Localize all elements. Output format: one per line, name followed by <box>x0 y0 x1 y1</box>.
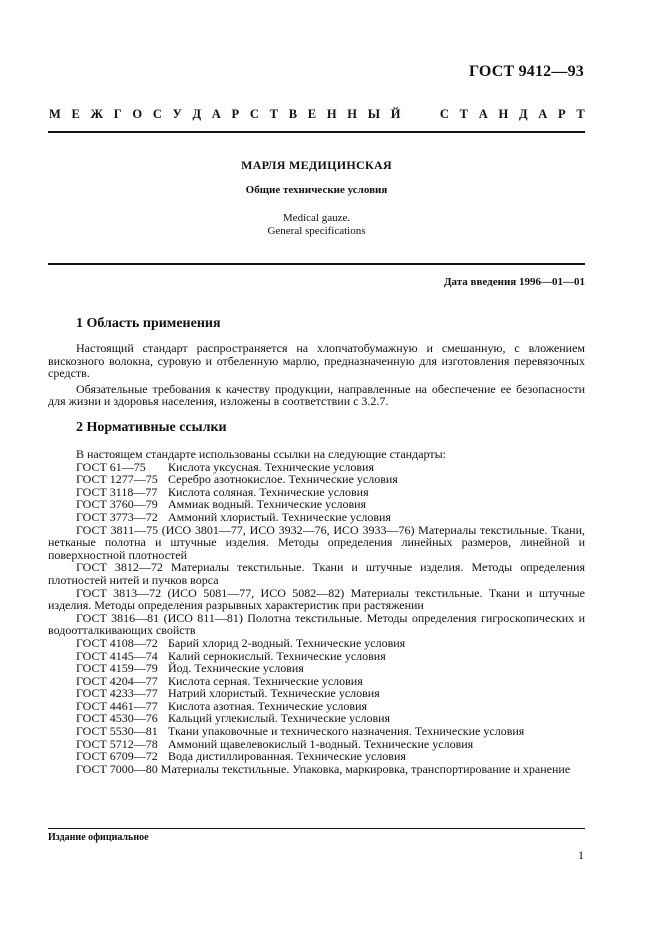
official-edition-note: Издание официальное <box>48 832 149 843</box>
reference-code: ГОСТ 61—75 <box>76 459 146 474</box>
banner-letter: У <box>172 107 182 121</box>
reference-title: Калий сернокислый. Технические условия <box>168 648 386 663</box>
document-subtitle: Общие технические условия <box>245 184 388 196</box>
banner-letter: С <box>439 107 449 121</box>
footer-rule <box>48 828 585 829</box>
banner-letter: Д <box>192 107 202 121</box>
reference-code: ГОСТ 3118—77 <box>76 484 158 499</box>
reference-item: ГОСТ 3816—81 (ИСО 811—81) Полотна текстильные. Методы определения гигроскопических и водоотталкивающих свойств <box>48 610 585 638</box>
reference-title: Кислота уксусная. Технические условия <box>168 459 374 474</box>
paragraph: В настоящем стандарте использованы ссылки на следующие стандарты: <box>76 447 447 461</box>
english-title <box>48 212 585 238</box>
banner-letter: Н <box>326 107 337 121</box>
banner-letter: В <box>288 107 298 121</box>
banner-letter: М <box>49 107 61 121</box>
reference-code: ГОСТ 4461—77 <box>76 698 158 713</box>
reference-title: Натрий хлористый. Технические условия <box>168 686 380 701</box>
banner-letter: А <box>478 107 488 121</box>
reference-title: Кальций углекислый. Технические условия <box>168 711 391 726</box>
reference-code: ГОСТ 3760—79 <box>76 497 158 512</box>
banner-letter: Ы <box>367 107 381 121</box>
reference-title: Вода дистиллированная. Технические условия <box>168 749 406 764</box>
banner-letter: Н <box>347 107 358 121</box>
title-rule <box>48 263 585 265</box>
banner-letter: Г <box>113 107 122 121</box>
page-number: 1 <box>578 848 584 862</box>
banner-letter: А <box>211 107 221 121</box>
document-title: МАРЛЯ МЕДИЦИНСКАЯ <box>241 158 392 172</box>
banner-letter: С <box>249 107 259 121</box>
reference-code: ГОСТ 3773—72 <box>76 509 158 524</box>
reference-code: ГОСТ 5530—81 <box>76 724 158 739</box>
reference-code: ГОСТ 6709—72 <box>76 749 158 764</box>
banner-letter: Д <box>518 107 528 121</box>
reference-title: Аммоний хлористый. Технические условия <box>168 509 391 524</box>
reference-code: ГОСТ 4204—77 <box>76 673 158 688</box>
reference-title: Кислота соляная. Технические условия <box>168 484 369 499</box>
paragraph: Обязательные требования к качеству продукции, направленные на обеспечение ее безопасности для жизни и здоровья населения, изложены в соответствии с 3.2.7. <box>48 381 585 409</box>
banner-letter: Т <box>459 107 469 121</box>
reference-code: ГОСТ 4530—76 <box>76 711 158 726</box>
section-heading-scope: 1 Область применения <box>76 316 221 331</box>
reference-title: Аммиак водный. Технические условия <box>168 497 367 512</box>
reference-item: ГОСТ 3812—72 Материалы текстильные. Ткани и штучные изделия. Методы определения плотностей нитей и пучков ворса <box>48 560 585 587</box>
banner-letter: Р <box>231 107 240 121</box>
reference-title: Серебро азотнокислое. Технические условия <box>168 472 398 487</box>
paragraph: Настоящий стандарт распространяется на хлопчатобумажную и смешанную, с вложением вискозного волокна, суровую и отбеленную марлю, предназначенную для изготовления перевязочных средств. <box>48 341 585 381</box>
banner-letter: С <box>152 107 162 121</box>
reference-item: ГОСТ 7000—80 Материалы текстильные. Упаковка, маркировка, транспортирование и хранение <box>76 761 571 776</box>
reference-code: ГОСТ 4159—79 <box>76 661 158 676</box>
reference-code: ГОСТ 4233—77 <box>76 686 158 701</box>
reference-title: Йод. Технические условия <box>168 661 304 676</box>
reference-title: Аммоний щавелевокислый 1-водный. Технические условия <box>168 736 474 751</box>
banner-letter: А <box>538 107 548 121</box>
english-title-line: General specifications <box>267 225 366 237</box>
section-scope-body <box>48 342 585 408</box>
reference-code: ГОСТ 5712—78 <box>76 736 158 751</box>
reference-code: ГОСТ 4145—74 <box>76 648 158 663</box>
banner-letter: Е <box>71 107 80 121</box>
effective-date: Дата введения 1996—01—01 <box>443 276 585 288</box>
banner-letter: Н <box>498 107 509 121</box>
reference-item <box>48 750 585 763</box>
reference-title: Кислота азотная. Технические условия <box>168 698 368 713</box>
section-heading-references: 2 Нормативные ссылки <box>76 420 227 435</box>
header-rule <box>48 131 585 133</box>
banner-letter: Й <box>390 107 401 121</box>
reference-title: Барий хлорид 2-водный. Технические условия <box>168 635 406 650</box>
banner-letter: Е <box>307 107 317 121</box>
banner-letter: Т <box>576 107 585 121</box>
standard-type-banner <box>49 107 585 122</box>
reference-title: Кислота серная. Технические условия <box>168 673 363 688</box>
document-code: ГОСТ 9412—93 <box>468 63 584 80</box>
banner-letter: Ж <box>90 107 103 121</box>
reference-code: ГОСТ 4108—72 <box>76 635 158 650</box>
reference-code: ГОСТ 1277—75 <box>76 472 158 487</box>
english-title-line: Medical gauze. <box>282 212 351 224</box>
banner-letter: Т <box>269 107 278 121</box>
reference-title: Ткани упаковочные и технического назначения. Технические условия <box>168 724 525 739</box>
reference-item <box>48 511 585 524</box>
banner-letter: О <box>132 107 143 121</box>
reference-item: ГОСТ 3811—75 (ИСО 3801—77, ИСО 3932—76, ИСО 3933—76) Материалы текстильные. Ткани, нетканые полотна и штучные изделия. Методы определения линейных размеров, линейной и поверхностной плотностей <box>48 522 585 562</box>
banner-letter: Р <box>558 107 566 121</box>
reference-item: ГОСТ 3813—72 (ИСО 5081—77, ИСО 5082—82) Материалы текстильные. Ткани и штучные изделия. Методы определения разрывных характеристик при растяжении <box>48 585 585 613</box>
section-references-body <box>48 448 585 775</box>
